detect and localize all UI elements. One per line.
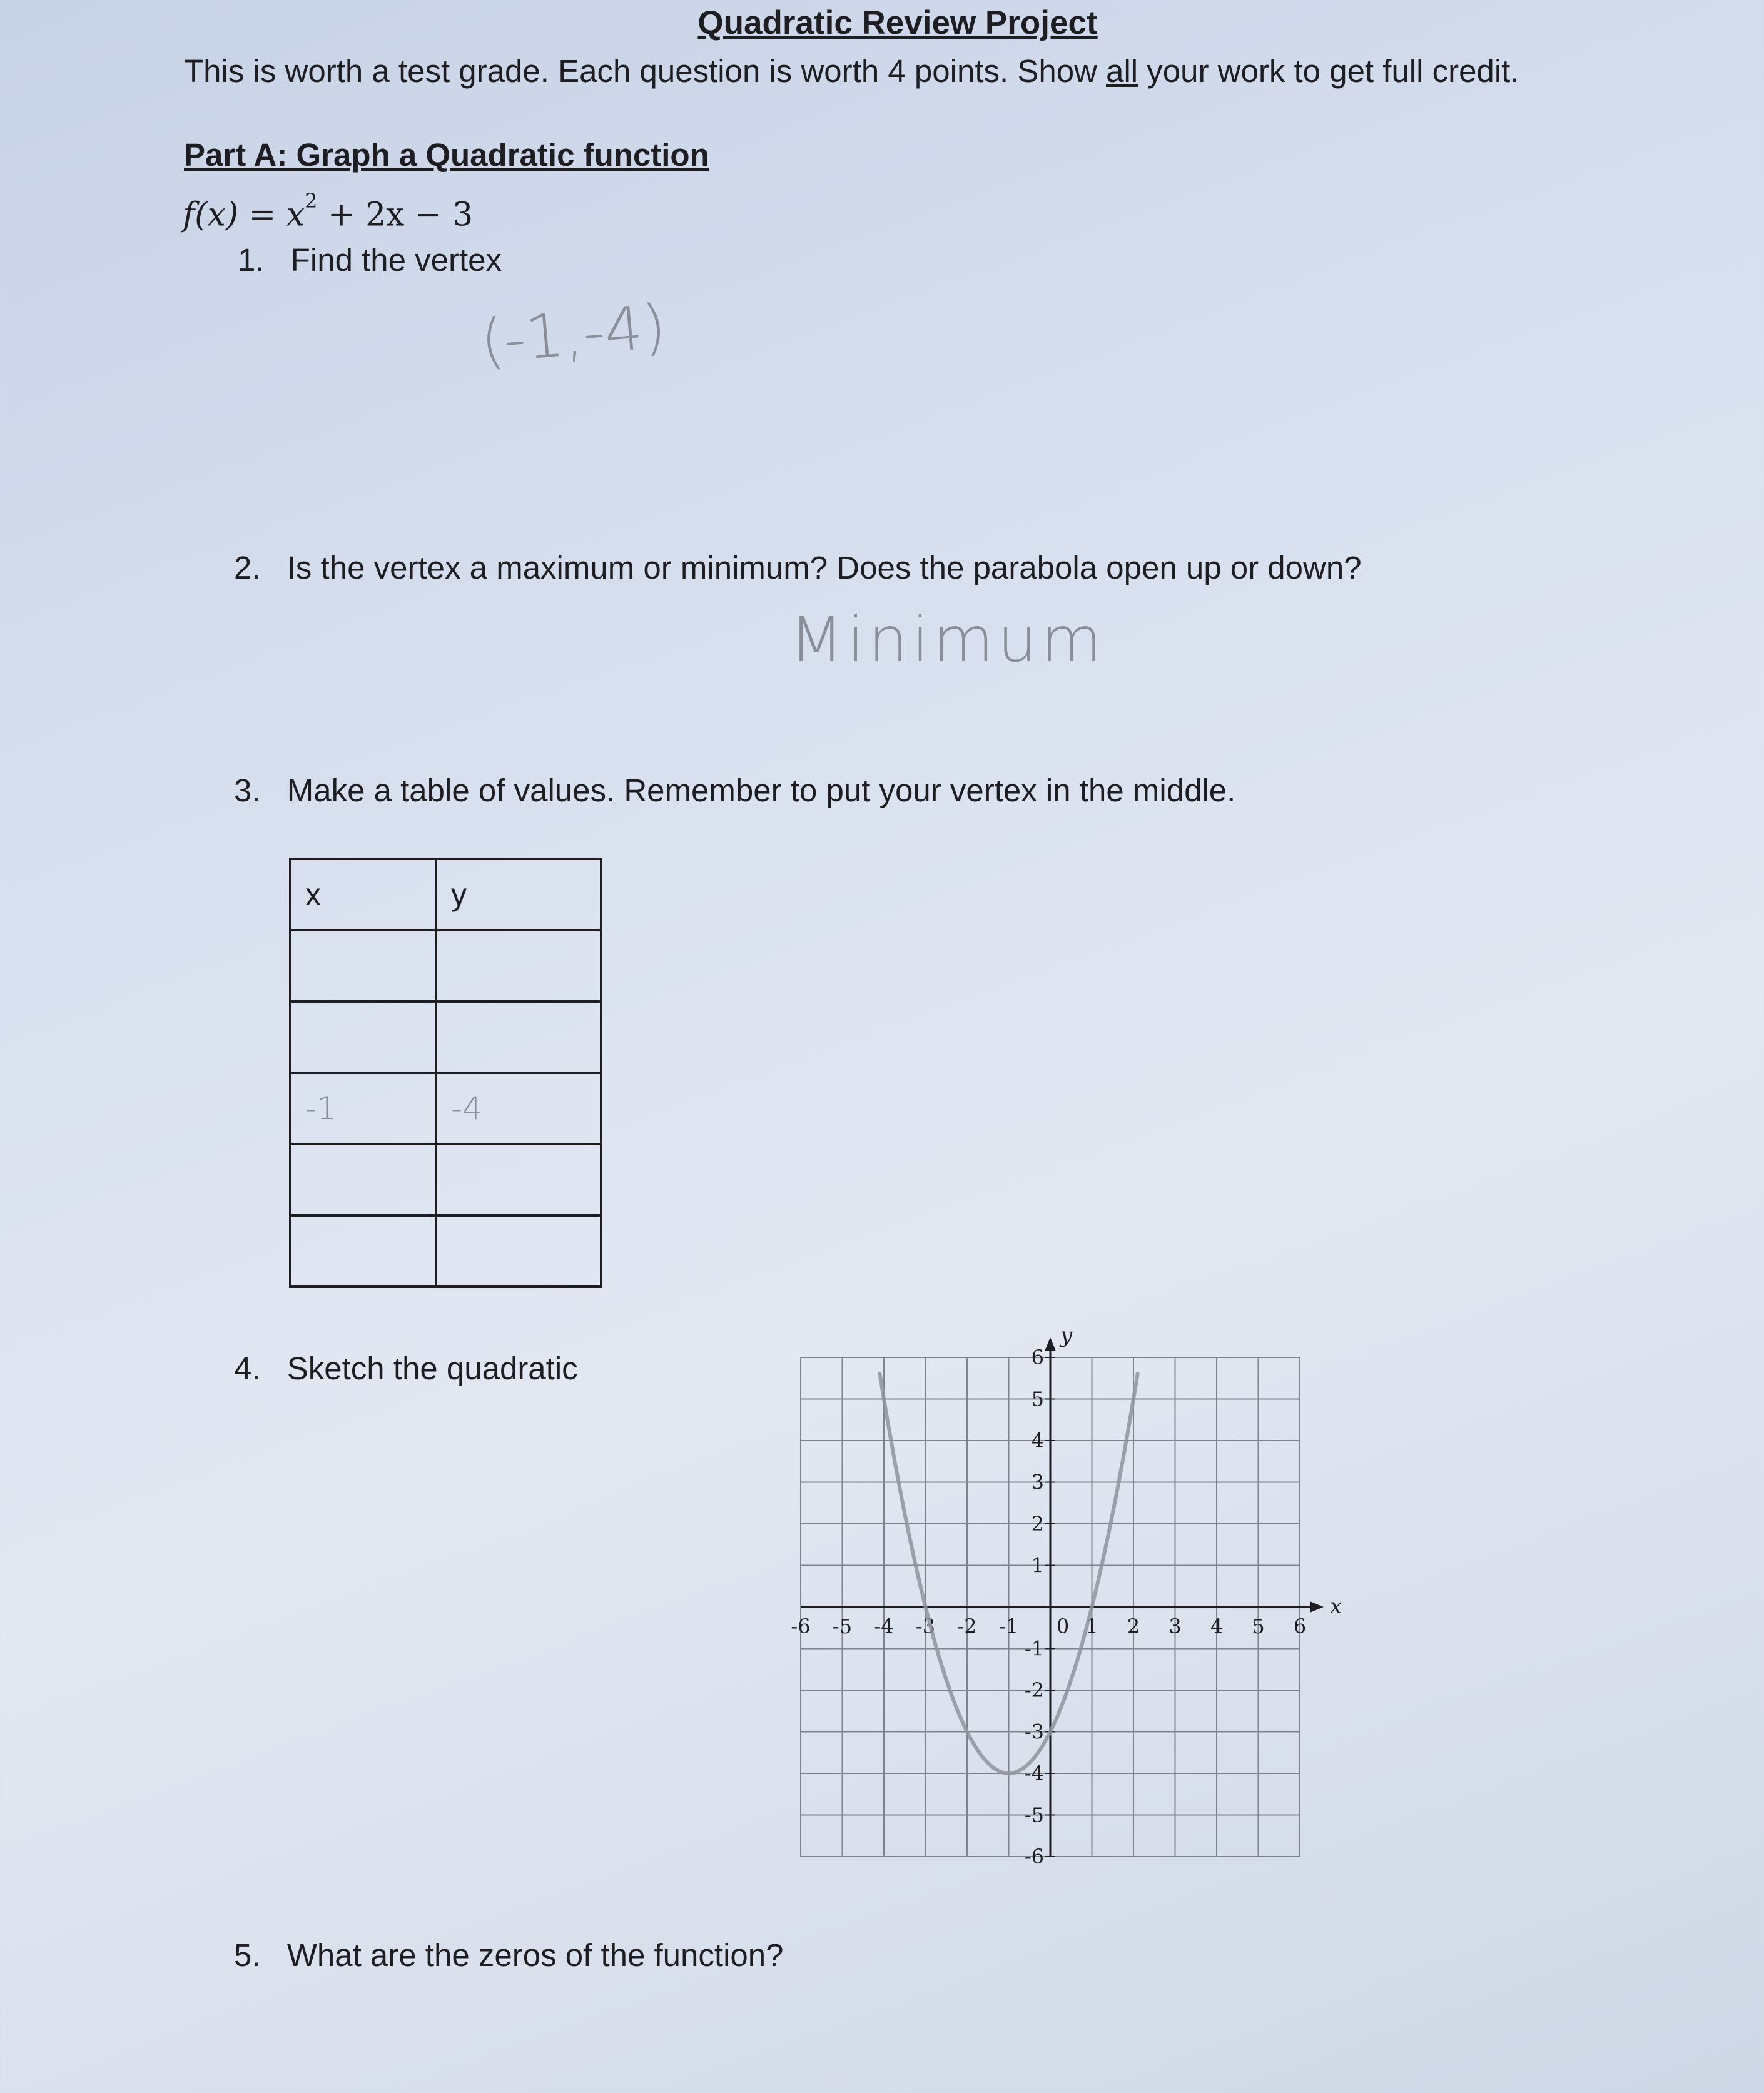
y-tick-label: 2 — [1031, 1512, 1044, 1536]
table-header-x: x — [290, 859, 436, 930]
y-tick-label: -6 — [1024, 1845, 1044, 1868]
question-1-text: Find the vertex — [290, 242, 502, 278]
question-4 — [234, 1350, 578, 1387]
function-formula — [183, 189, 474, 234]
x-tick-label: -2 — [957, 1614, 977, 1638]
table-row — [290, 1144, 601, 1215]
intro-emphasis: all — [1106, 53, 1138, 89]
x-tick-label: -4 — [874, 1614, 894, 1638]
x-axis-arrow-icon — [1310, 1601, 1324, 1613]
intro-text-1: This is worth a test grade. Each question is worth 4 points. Show — [184, 53, 1107, 89]
y-tick-label: -4 — [1024, 1761, 1044, 1785]
x-tick-label: 2 — [1127, 1614, 1140, 1638]
question-3-text: Make a table of values. Remember to put your vertex in the middle. — [286, 773, 1236, 808]
answer-2-handwriting: Minimum — [789, 603, 1106, 676]
table-cell-x — [290, 1215, 436, 1287]
question-5-text: What are the zeros of the function? — [286, 1937, 784, 1973]
table-cell-x — [290, 1001, 436, 1073]
y-axis-label: y — [1060, 1323, 1073, 1348]
table-cell-x: -1 — [290, 1073, 436, 1144]
y-tick-label: 5 — [1031, 1387, 1044, 1411]
y-tick-label: 3 — [1031, 1470, 1044, 1494]
table-cell-y — [436, 1215, 601, 1287]
x-tick-label: 0 — [1056, 1614, 1070, 1638]
question-4-text: Sketch the quadratic — [286, 1351, 578, 1386]
question-2-text: Is the vertex a maximum or minimum? Does the parabola open up or down? — [286, 550, 1362, 585]
x-tick-label: 1 — [1085, 1614, 1098, 1638]
question-1-number: 1. — [238, 242, 265, 278]
x-tick-label: 3 — [1168, 1614, 1182, 1638]
intro-text-2: your work to get full credit. — [1138, 53, 1519, 89]
y-tick-label: -2 — [1024, 1678, 1044, 1702]
y-tick-label: 6 — [1031, 1346, 1044, 1369]
x-tick-label: 6 — [1293, 1614, 1307, 1638]
x-tick-label: -1 — [998, 1614, 1019, 1638]
table-cell-y — [436, 930, 601, 1001]
table-row — [290, 1001, 601, 1073]
table-row — [290, 1215, 601, 1287]
question-1 — [238, 241, 502, 278]
x-tick-label: 4 — [1210, 1614, 1224, 1638]
table-cell-y — [436, 1144, 601, 1215]
question-2-number: 2. — [234, 550, 261, 585]
x-axis-label: x — [1330, 1594, 1342, 1619]
question-5 — [234, 1937, 784, 1974]
x-tick-labels — [791, 1614, 1306, 1638]
y-tick-label: -1 — [1024, 1636, 1044, 1661]
table-row — [290, 930, 601, 1001]
formula-exponent: 2 — [305, 189, 318, 213]
y-axis-arrow-icon — [1045, 1337, 1056, 1351]
coordinate-grid — [776, 1320, 1364, 1883]
y-tick-label: 4 — [1031, 1429, 1044, 1452]
x-tick-label: 5 — [1252, 1614, 1265, 1638]
page-title: Quadratic Review Project — [697, 4, 1098, 41]
table-row — [290, 1073, 601, 1144]
x-tick-label: -6 — [791, 1614, 811, 1638]
formula-lhs: f(x) = x — [183, 196, 305, 234]
table-cell-x — [290, 1144, 436, 1215]
intro-instructions — [184, 53, 1519, 89]
table-of-values — [289, 858, 602, 1288]
table-header-y: y — [436, 859, 601, 930]
x-tick-label: -5 — [832, 1614, 853, 1638]
x-tick-label: -3 — [915, 1614, 936, 1638]
y-tick-label: -5 — [1024, 1803, 1044, 1827]
question-2 — [234, 549, 1362, 586]
part-a-heading: Part A: Graph a Quadratic function — [184, 137, 709, 173]
y-tick-label: 1 — [1031, 1553, 1044, 1578]
table-cell-y — [436, 1001, 601, 1073]
table-header-row — [290, 859, 601, 930]
question-3-number: 3. — [234, 773, 261, 808]
formula-rhs: + 2x − 3 — [317, 196, 474, 234]
y-tick-label: -3 — [1024, 1720, 1044, 1744]
table-cell-x — [290, 930, 436, 1001]
answer-1-handwriting: (-1,-4) — [477, 291, 669, 377]
question-5-number: 5. — [234, 1937, 261, 1973]
question-3 — [234, 772, 1235, 809]
axes — [801, 1337, 1324, 1857]
question-4-number: 4. — [234, 1351, 261, 1386]
table-cell-y: -4 — [436, 1073, 601, 1144]
